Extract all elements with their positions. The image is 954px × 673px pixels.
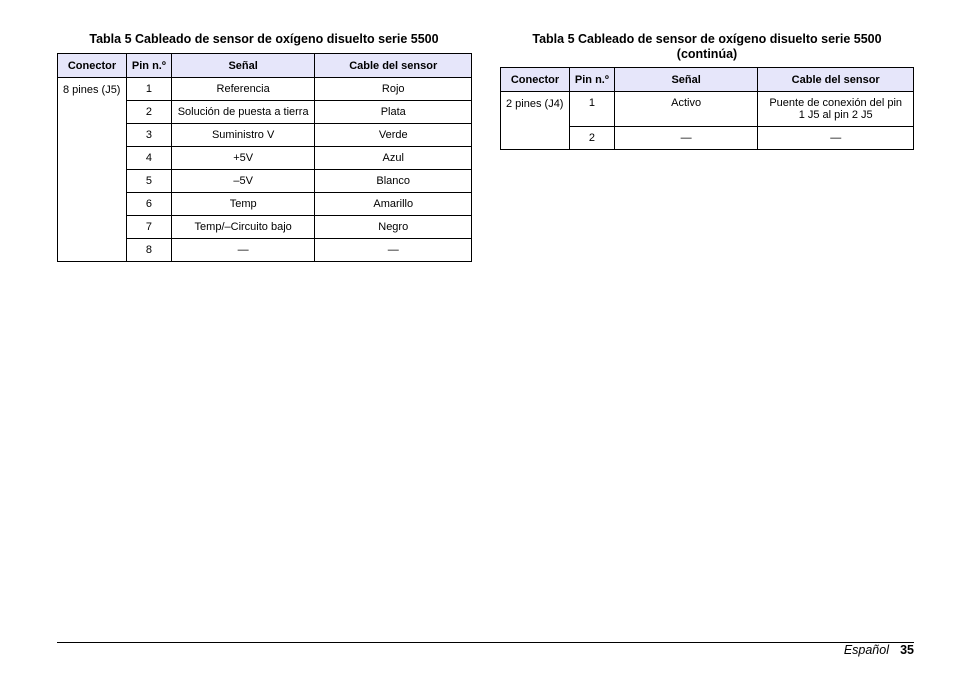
signal-cell: Activo <box>614 92 758 127</box>
table-title-line: Tabla 5 Cableado de sensor de oxígeno disuelto serie 5500 <box>532 32 882 46</box>
footer-divider <box>57 642 914 643</box>
pin-cell: 5 <box>126 170 171 193</box>
pin-cell: 1 <box>126 78 171 101</box>
table-row <box>501 92 914 127</box>
cable-cell: — <box>315 239 472 262</box>
footer-language: Español <box>843 643 889 657</box>
signal-cell: +5V <box>171 147 315 170</box>
column-header: Cable del sensor <box>315 54 472 78</box>
signal-cell: Referencia <box>171 78 315 101</box>
cable-cell: Verde <box>315 124 472 147</box>
cable-cell: Blanco <box>315 170 472 193</box>
wiring-table-continued <box>500 67 914 150</box>
pin-cell: 4 <box>126 147 171 170</box>
pin-cell: 3 <box>126 124 171 147</box>
pin-cell: 8 <box>126 239 171 262</box>
table-row <box>58 78 472 101</box>
connector-cell: 8 pines (J5) <box>58 78 127 262</box>
table-title-continued: (continúa) <box>676 47 738 61</box>
wiring-table <box>57 53 472 262</box>
pin-cell: 7 <box>126 216 171 239</box>
column-header: Pin n.º <box>569 68 614 92</box>
table-title <box>500 32 914 62</box>
column-header: Cable del sensor <box>758 68 914 92</box>
column-header: Conector <box>501 68 570 92</box>
table-title: Tabla 5 Cableado de sensor de oxígeno disuelto serie 5500 <box>89 32 439 46</box>
cable-cell: Amarillo <box>315 193 472 216</box>
connector-cell: 2 pines (J4) <box>501 92 570 150</box>
page-number: 35 <box>900 643 914 657</box>
cable-cell-line: 1 J5 al pin 2 J5 <box>798 109 873 121</box>
cable-cell: Plata <box>315 101 472 124</box>
pin-cell: 6 <box>126 193 171 216</box>
signal-cell: Solución de puesta a tierra <box>171 101 315 124</box>
signal-cell: Temp/–Circuito bajo <box>171 216 315 239</box>
cable-cell <box>758 92 914 127</box>
cable-cell: Azul <box>315 147 472 170</box>
signal-cell: Temp <box>171 193 315 216</box>
pin-cell: 2 <box>569 127 614 150</box>
column-header: Pin n.º <box>126 54 171 78</box>
signal-cell: — <box>171 239 315 262</box>
column-header: Señal <box>171 54 315 78</box>
cable-cell-line: Puente de conexión del pin <box>769 97 903 109</box>
table-header-row <box>501 68 914 92</box>
table-header-row <box>58 54 472 78</box>
cable-cell: — <box>758 127 914 150</box>
pin-cell: 2 <box>126 101 171 124</box>
pin-cell: 1 <box>569 92 614 127</box>
cable-cell: Negro <box>315 216 472 239</box>
column-header: Señal <box>614 68 758 92</box>
column-header: Conector <box>58 54 127 78</box>
signal-cell: –5V <box>171 170 315 193</box>
cable-cell: Rojo <box>315 78 472 101</box>
signal-cell: — <box>614 127 758 150</box>
signal-cell: Suministro V <box>171 124 315 147</box>
